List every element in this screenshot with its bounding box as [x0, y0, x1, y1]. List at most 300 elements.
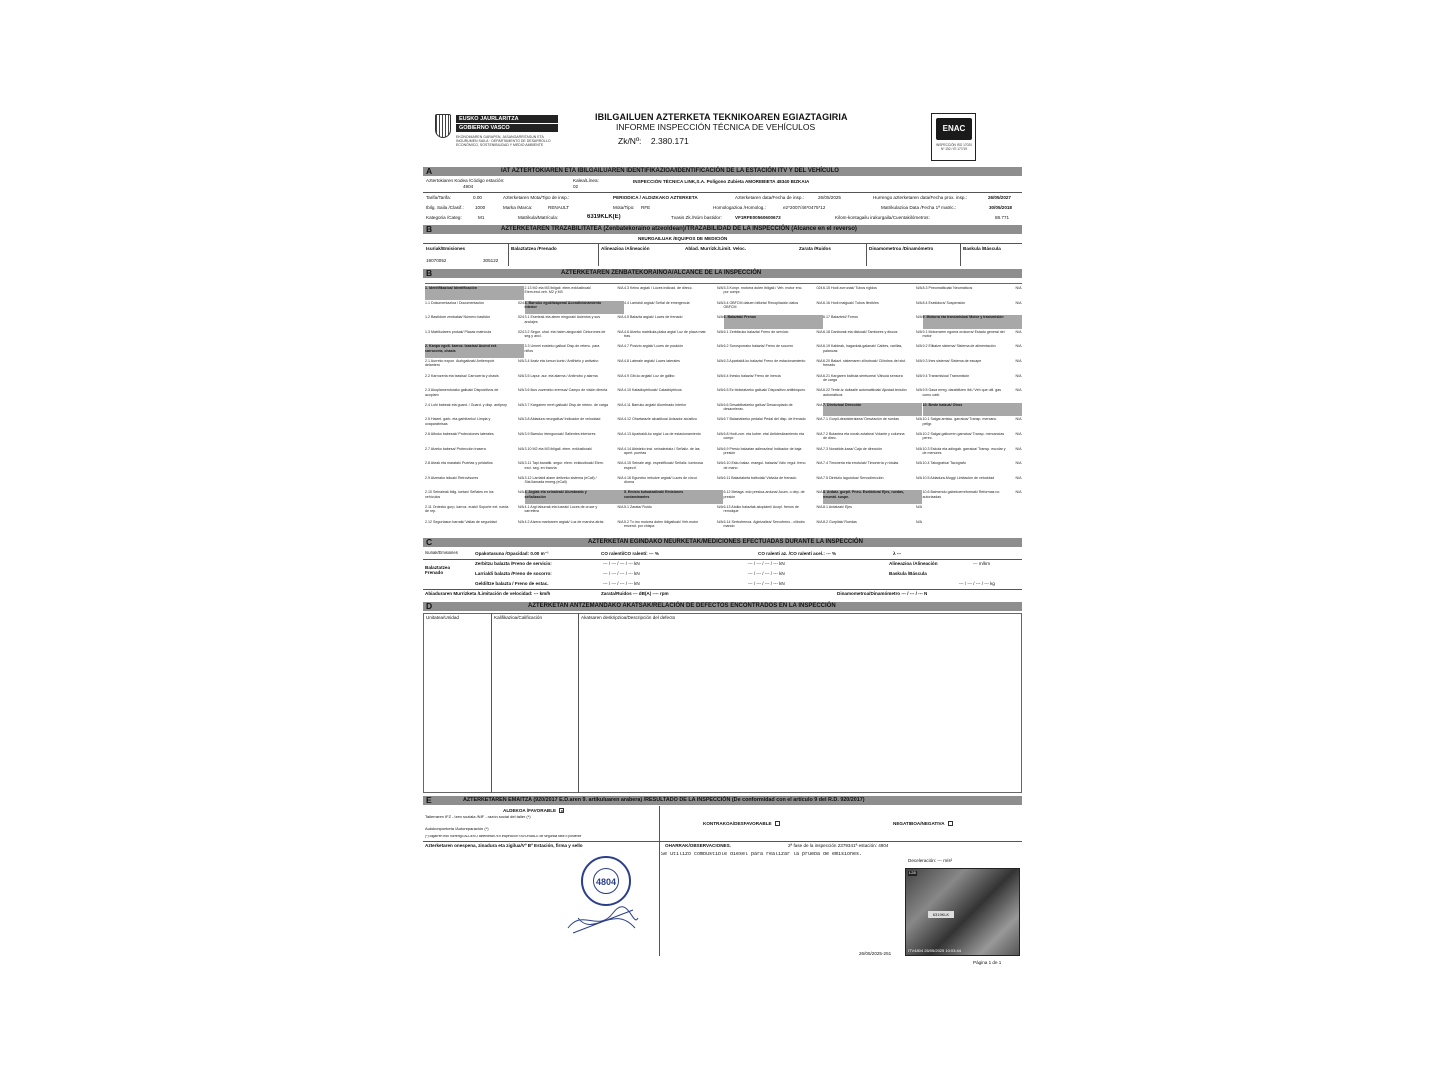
scope-item — [724, 359, 823, 373]
scope-item-status: N/A — [717, 461, 723, 466]
scope-item-label: 6.4 Ihesko balazta/ Freno de inercia — [723, 373, 781, 378]
section-e-bar — [423, 796, 1022, 805]
lambda: λ --- — [893, 551, 902, 556]
scope-item-status: N/A — [816, 519, 823, 524]
divider — [423, 559, 1022, 560]
scope-item-label: 5.2 Tx.ino motorra duten ibilgailuak/ Veh.motor encend. por chispa — [624, 519, 699, 528]
section-b-scope-bar — [423, 269, 1022, 278]
scope-item — [624, 286, 723, 300]
scope-item-label: 2.3 Akoplamendurako gailuak/ Dispositivos de acoplam — [425, 388, 499, 397]
station-code-value: 4904 — [463, 184, 474, 189]
scope-item-label: 5.4 OBFCM datuen bilketa/ Recopilación datos OBFCM — [723, 300, 799, 309]
scope-item-status: N/A — [1015, 432, 1022, 436]
scope-item — [724, 461, 823, 475]
section-c-bar — [423, 538, 1022, 547]
scope-item-label: 6.15 Hodi zurrunak/ Tubos rígidos — [823, 286, 877, 290]
bascula-label: Baskula /Báscula — [889, 571, 927, 576]
scope-group-header — [525, 301, 624, 315]
scope-item-label: 8.4 Esekidura/ Suspensión — [922, 300, 966, 305]
equip-col-frenado: Balaztatzea /Frenado — [511, 246, 557, 251]
scope-item — [525, 520, 624, 534]
negative-checkbox[interactable] — [948, 821, 953, 826]
scope-item-label: 4.3 Keinu argiak / Luces indicad. de direcc. — [624, 286, 693, 290]
favorable-checkbox[interactable]: x — [560, 808, 563, 814]
negative-option — [893, 821, 953, 826]
unfavorable-label: KONTRAKOA/DESFAVORABLE — [703, 821, 772, 826]
station-code-label: Aztertokiaren Kodea /Código estación: — [426, 178, 505, 183]
scope-item-label: 3.2 Segur. uhal. eta haien ainguraki/ Cinturones de seg.y ancl. — [524, 329, 606, 339]
scope-item — [425, 490, 524, 504]
freno-estac-values: --- / --- / --- / --- kN — [603, 581, 640, 586]
scope-item-label: 8.3 Pneumatikoak/ Neumáticos — [922, 286, 973, 290]
scope-item-status: N/A — [518, 446, 524, 451]
scope-item-status: N/A — [518, 388, 524, 393]
scope-item-label: 1. Identifikazioa/ Identificación — [425, 286, 477, 290]
scope-item-label: 6.5 Ez blokeatzeko gailuak/ Dispositivo antibloqueo — [723, 388, 806, 393]
divider — [866, 244, 867, 266]
scope-item-label: 2.5 Haizet. garb. eta garbitzeko/ Limpia y ovaparabrisas — [425, 417, 491, 426]
scope-item-label: 2.2 Karrozeria eta txasisa/ Carrocería y chasis — [425, 373, 499, 378]
scope-item-status: N/A — [617, 315, 624, 320]
section-b-scope-title: AZTERKETAREN ZENBATEKORAINOA/ALCANCE DE LA INSPECCIÓN — [561, 270, 762, 276]
scope-item-status: N/A — [717, 344, 723, 349]
scope-item-label: 3. Barruko egokitzapena/ Acondicionamiento interior — [524, 300, 602, 309]
scope-item-status: N/A — [1015, 359, 1022, 363]
scope-item-label: 4.14 Abisteko inst. seinaleztatz./ Señaliz. de las apert. puertas — [624, 446, 700, 455]
freno-servicio-values-2: --- / --- / --- / --- kN — [748, 561, 785, 566]
scope-item-status: N/A — [717, 300, 723, 305]
unfavorable-checkbox[interactable] — [775, 821, 780, 826]
scope-item-status: N/A — [518, 359, 524, 363]
title-basque: IBILGAILUEN AZTERKETA TEKNIKOAREN EGIAZTAGIRIA — [595, 112, 848, 122]
scope-item — [525, 461, 624, 475]
equip-col-dinamometro: Dinamometroa /Dinamómetro — [869, 246, 934, 251]
scope-item — [823, 286, 922, 300]
scope-item — [624, 476, 723, 490]
scope-item — [724, 301, 823, 315]
scope-item — [525, 505, 624, 519]
scope-item-label: 3.8 Abiadura neurgailua/ Indicador de velocidad — [524, 417, 601, 422]
scope-item — [525, 315, 624, 329]
scope-item-status: N/A — [1015, 344, 1022, 349]
scope-item — [923, 359, 1022, 373]
co-ralenti-acel: CO ralenti az. /CO ralentí acel.: --- % — [758, 551, 837, 556]
scope-item-status: N/A — [816, 417, 823, 422]
scope-item-status: N/A — [916, 461, 922, 466]
scope-item-status: N/A — [916, 344, 922, 349]
scope-item-label: 10.4 Takografoa/ Tacógrafo — [922, 461, 966, 466]
scope-item-label: 3.11 Tapi.banatik. segur. elem. exklusiboak/ Elem. excl. seg. en tranvía — [524, 461, 604, 470]
scope-item-label: 3.1 Eserleak eta ainen eingurak/ Asientos y sus anclajes — [524, 315, 601, 324]
scope-item — [724, 374, 823, 388]
scope-item-label: 6.18 Danborak eta diskoak/ Tambores y discos — [823, 329, 898, 334]
report-number-value: 2.380.171 — [650, 136, 689, 146]
scope-item-label: 5. Emisio kutsatzaileak/ Emisiones contaminantes — [624, 490, 684, 499]
scope-item — [923, 432, 1022, 446]
scope-item-status: N/A — [717, 286, 723, 290]
scope-group-header — [525, 490, 624, 504]
scope-item — [823, 374, 922, 388]
marca-value: RENAULT — [548, 205, 570, 210]
scope-item-label: 4.4 Larrialdi argiak/ Señal de emergencia — [624, 300, 690, 305]
scope-item-label: 9.2 Elikatze sistema/ Sistema de alimentación — [922, 344, 996, 349]
scope-item-status: N/A — [916, 359, 922, 363]
gobierno-vasco-logo — [429, 112, 564, 164]
bascula-value: --- / --- / --- / --- kg — [959, 581, 995, 586]
scope-item — [923, 330, 1022, 344]
scope-item-label: 3.9 Barruko irtengunoak/ Salientes interiores — [524, 432, 596, 436]
scope-item-status: N/A — [518, 490, 524, 495]
scope-item-label: 9.3 Ihes sistema/ Sistema de escape — [922, 359, 982, 363]
section-d-title: AZTERKETAN ANTZEMANDAKO AKATSAK/RELACIÓN DE DEFECTOS ENCONTRADOS EN LA INSPECCIÓN — [528, 603, 836, 609]
scope-item-label: 2.6 Alboko babesak/ Protecciones laterales — [425, 432, 494, 436]
scope-item — [724, 286, 823, 300]
scope-item-status: N/A — [916, 286, 922, 290]
equip-col-alineacion: Alineazioa /Alineación — [601, 246, 650, 251]
defects-col-unidad: Unitatea/Unidad — [426, 615, 459, 620]
scope-item-status: N/A — [816, 490, 823, 495]
scope-item — [823, 359, 922, 373]
scope-item — [823, 520, 922, 534]
negative-label: NEGATIBOA/NEGATIVA — [893, 821, 945, 826]
scope-item-status: N/A — [916, 475, 922, 480]
scope-item — [624, 315, 723, 329]
report-number — [618, 137, 689, 147]
scope-item-status: N/A — [717, 475, 723, 480]
scope-item-status: N/A — [916, 315, 922, 320]
scope-item-label: 4.11 Barruko argiak/ Alumbrado interior — [624, 402, 687, 407]
emisiones-equip-2: 305122 — [483, 258, 499, 263]
scope-item-label: 6.20 Balazt. sistemaren zilindroak/ Cilindros del sist. frenado — [823, 359, 906, 368]
proxima-label: Hurrengo azterketaren data/Fecha prox. insp.: — [873, 195, 967, 200]
scope-item-status: N/A — [916, 417, 922, 422]
scope-item-status: N/A — [717, 519, 723, 524]
scope-item — [724, 344, 823, 358]
scope-item-status: N/A — [1015, 461, 1022, 466]
scope-item — [923, 374, 1022, 388]
freno-socorro-values: --- / --- / --- / --- kN — [603, 571, 640, 576]
autoreparacion-label: Autokonponketa /Autoreparación (*) — [425, 827, 489, 831]
scope-item — [525, 432, 624, 446]
scope-item-label: 7.2 Bolantea eta norab.zutabea/ Volante y columna de direc. — [823, 432, 905, 441]
scope-item — [624, 301, 723, 315]
scope-item — [425, 476, 524, 490]
equip-col-velocidad: Ablad. Murrizk./Limit. Veloc. — [685, 246, 747, 251]
scope-item-status: N/A — [717, 417, 723, 422]
scope-item-label: 3.4 Iizatz eta lumun kontr./ Antihielo y antivaho — [524, 359, 599, 363]
scope-item-label: 2.11 Ordezko gurp. karroz. euski/ Soporte ext. rueda de rep. — [425, 505, 509, 514]
scope-item — [425, 374, 524, 388]
scope-item — [525, 476, 624, 490]
scope-item-status: N/A — [916, 373, 922, 378]
scope-item-label: 2.7 Atzeko babesa/ Protección trasera — [425, 446, 486, 451]
defects-col-descripcion: Akatsaren deskripzioa/Descripción del defecto — [581, 615, 676, 620]
scope-item-status: N/A — [1015, 417, 1022, 422]
line-label: Kalea/Línea: — [573, 178, 599, 183]
scope-item-status: N/A — [816, 300, 823, 305]
firma-label: Azterketaren onespena, zinadura eta zigilua/Vº Bº Estación, firma y sello — [425, 843, 583, 848]
scope-item-status: N/A — [1015, 446, 1022, 451]
scope-item-status: N/A — [617, 417, 624, 422]
scope-item — [724, 403, 823, 417]
isuriak-label: Isuriak/Emisiones — [425, 551, 458, 555]
favorable-label: ALDEKOA /FAVORABLE — [503, 808, 557, 813]
scope-item — [823, 301, 922, 315]
scope-item-status: N/A — [617, 388, 624, 393]
taller-label: Tailerraren IFZ - izen soziala /NIF - razón social del taller (*) — [425, 815, 531, 819]
scope-item-label: 1.2 Bastidore zenbakia/ Número bastidor — [425, 315, 491, 320]
scope-item-status: N/A — [617, 373, 624, 378]
scope-item-status: N/A — [717, 329, 723, 334]
scope-item-label: 7.4 Timoneria eta errotulak/ Timonería y rótulas — [823, 461, 899, 466]
scope-item — [425, 461, 524, 475]
scope-item-label: 6.10 Esku balaz. eraegul. balazta/ Válv. regul. freno de mano — [723, 461, 806, 470]
scope-item-status: N/A — [1015, 300, 1022, 305]
scope-item-status: N/A — [518, 417, 524, 422]
section-d-letter: D — [426, 601, 433, 611]
scope-item-status: 024 — [518, 300, 524, 305]
scope-item — [624, 330, 723, 344]
scope-item-status: N/A — [617, 432, 624, 436]
scope-item-label: 7. Direkzioa/ Dirección — [823, 402, 862, 407]
scope-item-label: 1.3 Matrikularen prokak/ Placas matrícula — [425, 329, 492, 334]
station-name: INSPECCIÓN TÉCNICA LINK,S.A. Polígono Zubieta AMOREBIETA 48340 BIZKAIA — [633, 179, 810, 184]
scope-item-label: 6.19 Kableak, hagaxkak.galanak/ Cables, varillas, palancas — [823, 344, 903, 353]
scope-item-status: N/A — [816, 344, 823, 349]
equip-col-bascula: Baskula /Báscula — [963, 246, 1001, 251]
scope-item — [425, 417, 524, 431]
document-header — [423, 108, 1022, 166]
scope-item-status: N/A — [916, 388, 922, 393]
scope-item-label: 4.15 Seinale argi. espezifikoak/ Señaliz. luminosa específ. — [624, 461, 703, 470]
dinamometro: Dinamometroa/Dinamómetro --- / --- / --- N — [837, 591, 928, 596]
scope-item-label: 7.1 Gurpil-desbideratzea/ Desviación de ruedas — [823, 417, 899, 422]
scope-item-status: N/A — [617, 505, 624, 509]
scope-item-label: 4.10 Katadioptrikoak/ Catadióptricos — [624, 388, 682, 393]
fecha-label: Azterketaren data/Fecha de insp.: — [735, 195, 804, 200]
scope-item-status: N/A — [717, 388, 723, 393]
scope-item-status: N/A — [916, 519, 922, 524]
observaciones-label: OHARRAK/OBSERVACIONES. — [665, 843, 731, 848]
scope-item — [624, 359, 723, 373]
scope-item-label: 9. Motorra eta transmisioa/ Motor y transmisión — [922, 315, 1004, 320]
scope-item-status: N/A — [1015, 388, 1022, 393]
scope-item-status: N/A — [916, 505, 922, 509]
scope-item-status: N/A — [717, 315, 723, 320]
scope-item — [425, 315, 524, 329]
scope-item-status: 024 — [518, 315, 524, 320]
scope-item — [425, 520, 524, 534]
scope-item-label: 6.11 Balaztaketa balbulak/ Válvula de frenado — [723, 475, 797, 480]
scope-item — [823, 388, 922, 402]
scope-item-label: 7.3 Norabide-kaxa/ Caja de dirección — [823, 446, 883, 451]
kategoria-value: M1 — [478, 215, 485, 220]
alineacion-label: Alineazioa /Alineación — [889, 561, 938, 566]
scope-item-label: 3.12 Larrialdi alarm deitzeko sistema (eCall) / Sist.llamada emerg.(eCall) — [524, 475, 597, 485]
scope-item-label: 3.7 Karganen erret gailuak/ Disp.de retenc. de carga — [524, 402, 609, 407]
scope-item-label: 9.4 Transmisioa/ Transmisión — [922, 373, 970, 378]
enac-accreditation: INSPECCIÓN ISO 17020 Nº 152 / EI 177/19 — [936, 143, 972, 151]
scope-item — [425, 432, 524, 446]
homolog-label: Homologazioa /Homolog.: — [713, 205, 766, 210]
scope-item-status: N/A — [1015, 286, 1022, 290]
scope-item — [624, 374, 723, 388]
scope-item — [724, 417, 823, 431]
scope-item-label: 4.6 Atzeko matrikula-plaka argia/ Luz de placa matr. tras. — [624, 329, 707, 339]
deceleracion: Deceleración: --- m/s² — [908, 858, 953, 863]
scope-item — [624, 520, 723, 534]
scope-item — [923, 447, 1022, 461]
scope-item-status: N/A — [518, 475, 524, 480]
section-b-letter: B — [426, 224, 433, 234]
scope-item-label: 6.22 Tente-tz doitzaile automatikoak/ Ajustad.tensión automáticos — [823, 388, 907, 397]
equip-col-emisiones: Isuriak/Emisiones — [426, 246, 466, 251]
scope-item — [923, 461, 1022, 475]
section-a-bar — [423, 167, 1022, 176]
scope-item — [624, 417, 723, 431]
matric-value: 30/05/2018 — [989, 205, 1012, 210]
scope-item — [525, 388, 624, 402]
scope-item-label: 10. Beste batzuk/ Otros — [922, 402, 963, 407]
scope-item-label: 8. Ardatz. gurpil. Pneu. Esekidura/ Ejes, ruedas, neumát. suspe. — [823, 490, 905, 499]
freno-socorro-values-2: --- / --- / --- / --- kN — [748, 571, 785, 576]
crest-icon — [435, 114, 451, 138]
section-b2-letter: B — [426, 268, 433, 278]
scope-item-label: 3.6 Ikus zuzeneko eremua/ Campo de visión directa — [524, 388, 608, 393]
alineacion-value: --- m/km — [973, 561, 991, 566]
scope-item-label: 3.3 Umeei eusteko gailua/ Disp.de retenc. para niños — [524, 344, 600, 353]
scope-item — [923, 286, 1022, 300]
scope-item-label: 10.5 Abiadura-Mugg/ Limitación de velocidad — [922, 475, 995, 480]
title-spanish: INFORME INSPECCIÓN TÉCNICA DE VEHÍCULOS — [616, 122, 816, 132]
divider — [423, 243, 1022, 244]
opacidad: Opakotasuna /Opacidad: 0.00 m⁻¹ — [475, 551, 549, 556]
scope-item-label: 8.1 Ardatzak/ Ejes — [823, 505, 852, 509]
gov-line-eu: EUSKO JAURLARITZA — [456, 115, 558, 123]
divider — [508, 244, 509, 266]
scope-item-label: 9.1 Motorraren egoera orokorra/ Estado general del motor — [922, 329, 1005, 339]
bastidor-label: Txasis Zk./Núm bastidor: — [671, 215, 722, 220]
stamp-number: 4804 — [593, 868, 619, 894]
scope-item — [425, 505, 524, 519]
scope-group-header — [425, 286, 524, 300]
section-a-letter: A — [426, 166, 433, 176]
scope-item-label: 10.3 Eskola eta adingab. garraioa/ Transp. escolar y de menores — [922, 446, 1006, 455]
scope-item — [724, 330, 823, 344]
scope-item-status: N/A — [717, 446, 723, 451]
scope-item-label: 4.13 Aparkaldi-ko argia/ Luz de estacionamiento — [624, 432, 701, 436]
homolog-value: e2*2007/46*0475*12 — [783, 205, 826, 210]
tipo-label: Azterketaren Mota/Tipo de insp.: — [503, 195, 570, 200]
scope-group-header — [425, 344, 524, 358]
tarifa-value: 0.00 — [473, 195, 482, 200]
scope-group-header — [724, 315, 823, 329]
divider — [578, 613, 579, 793]
fecha-value: 26/05/2025 — [818, 195, 841, 200]
scope-item-label: 2.9 Atzerako isiluak/ Retrovisores — [425, 475, 479, 480]
scope-item — [624, 505, 723, 519]
scope-item-label: 6.1 Zerbitzuko balazta/ Freno de servicio — [723, 329, 789, 334]
scope-item-label: 2.4 Lohi babeak eta guard. / Guard. y disp. antiproy — [425, 402, 507, 407]
scope-item — [525, 330, 624, 344]
scope-item — [724, 520, 823, 534]
scope-item-label: 2.10 Seinaleak ibilg. luetan/ Señales en los vehículos — [425, 490, 494, 499]
scope-item-status: N/A — [717, 373, 723, 378]
scope-item-label: 7.5 Direkzio lagundua/ Servodirección — [823, 475, 884, 480]
scope-item-label: 5.3 Konpr. motorra duten ibilgail./ Veh. motor enc. por compr. — [723, 286, 803, 295]
report-number-label: Zk/Nº: — [618, 136, 642, 146]
scope-item — [923, 490, 1022, 504]
inspection-scope-grid — [425, 283, 1022, 535]
divider — [423, 589, 1022, 590]
scope-item-status: N/A — [617, 475, 624, 480]
scope-item-label: 4.16 Eguneko irekutze argiak/ Luces de circul. diurna — [624, 475, 698, 485]
section-e-title: AZTERKETAREN EMAITZA (920/2017 E.D.aren 9. artikuluaren arabera) /RESULTADO DE LA INSPECCIÓN (De conformidad con el artículo 9 del R.D. 920/2017) — [463, 797, 865, 803]
km-label: Kilom-kontagailu irakurgaila/Cuentakilómetros: — [835, 215, 930, 220]
section-a-title: IAT AZTERTOKIAREN ETA IBILGAILUAREN IDENTIFIKAZIOA/IDENTIFICACIÓN DE LA ESTACIÓN ITV Y DEL VEHÍCULO — [501, 168, 839, 174]
scope-group-header — [823, 490, 922, 504]
scope-item-label: 8.2 Gurpilak/ Ruedas — [823, 519, 857, 524]
scope-item-status: N/A — [617, 344, 624, 349]
scope-item-label: 2.8 Ateak eta maratak/ Puertas y peldaños — [425, 461, 493, 466]
scope-item — [425, 301, 524, 315]
freno-servicio-label: Zerbitzu balazta /Freno de servicio: — [475, 561, 552, 566]
scope-item-status: N/A — [617, 446, 624, 451]
scope-item-label: 4.1 Argi laburrak eta luzeak/ Luces de cruce y carretera — [524, 505, 598, 514]
proxima-value: 26/05/2027 — [988, 195, 1011, 200]
scope-item — [525, 417, 624, 431]
scope-item-status: N/A — [1015, 373, 1022, 378]
scope-item — [525, 374, 624, 388]
scope-item-label: 2.13 M2 eta M3 ibilgail. elem.exklusiboak/ Elem.excl.veh. M2 y M3 — [524, 286, 592, 295]
timestamp: 26/05/2025-251 — [859, 951, 892, 956]
scope-item-status: N/A — [816, 446, 823, 451]
scope-item — [624, 432, 723, 446]
section-c-title: AZTERKETAN EGINDAKO NEURKETAK/MEDICIONES EFECTUADAS DURANTE LA INSPECCIÓN — [588, 539, 863, 545]
scope-item-status: N/A — [518, 505, 524, 509]
scope-item — [724, 505, 823, 519]
scope-item-status: N/A — [617, 402, 624, 407]
divider — [423, 192, 1022, 193]
scope-item-status: N/A — [916, 446, 922, 451]
defects-table — [423, 613, 1022, 793]
equipos-title: NEURGAILUAK /EQUIPOS DE MEDICIÓN — [638, 236, 728, 241]
scope-item-status: N/A — [816, 329, 823, 334]
scope-item-label: 6.14 Serbofrenoa. Agintzailea/ Servofreno - cilindro mando — [723, 519, 805, 528]
scope-item — [624, 447, 723, 461]
department-text: EKONOMIAREN GARAPEN, JASANGARRITASUN ETA INGURUMEN SAILA · DEPARTAMENTO DE DESARROLLO ECONÓMICO, SOSTENIBILIDAD Y MEDIO AMBIENTE — [456, 135, 551, 148]
scope-item-label: 6.17 Balazteki/ Forros — [823, 315, 858, 320]
scope-item-label: 6. Balaztak/ Frenos — [723, 315, 757, 320]
line-value: 02 — [573, 184, 579, 189]
photo-id: L28 — [909, 870, 916, 875]
defects-col-calificacion: Kalifikazioa/Calificación — [494, 615, 543, 620]
scope-item — [724, 490, 823, 504]
scope-item-status: 024 — [816, 286, 823, 290]
scope-item-label: 4.2 Atzera martxaren argiak/ Luz de marcha atrás — [524, 519, 604, 524]
scope-item — [823, 344, 922, 358]
scope-item — [923, 417, 1022, 431]
scope-item-status: N/A — [916, 329, 922, 334]
scope-item-status: N/A — [518, 402, 524, 407]
inspection-document — [423, 108, 1022, 968]
photo-plate: 6319KLK — [928, 911, 954, 918]
divider — [491, 613, 492, 793]
freno-socorro-label: Larrialdi balazta /Freno de socorro: — [475, 571, 552, 576]
scope-item-status: N/A — [617, 461, 624, 466]
scope-item-label: 6.3 Aparkaldi-ko balazta/ Freno de estacionamiento — [723, 359, 806, 363]
scope-item — [624, 461, 723, 475]
